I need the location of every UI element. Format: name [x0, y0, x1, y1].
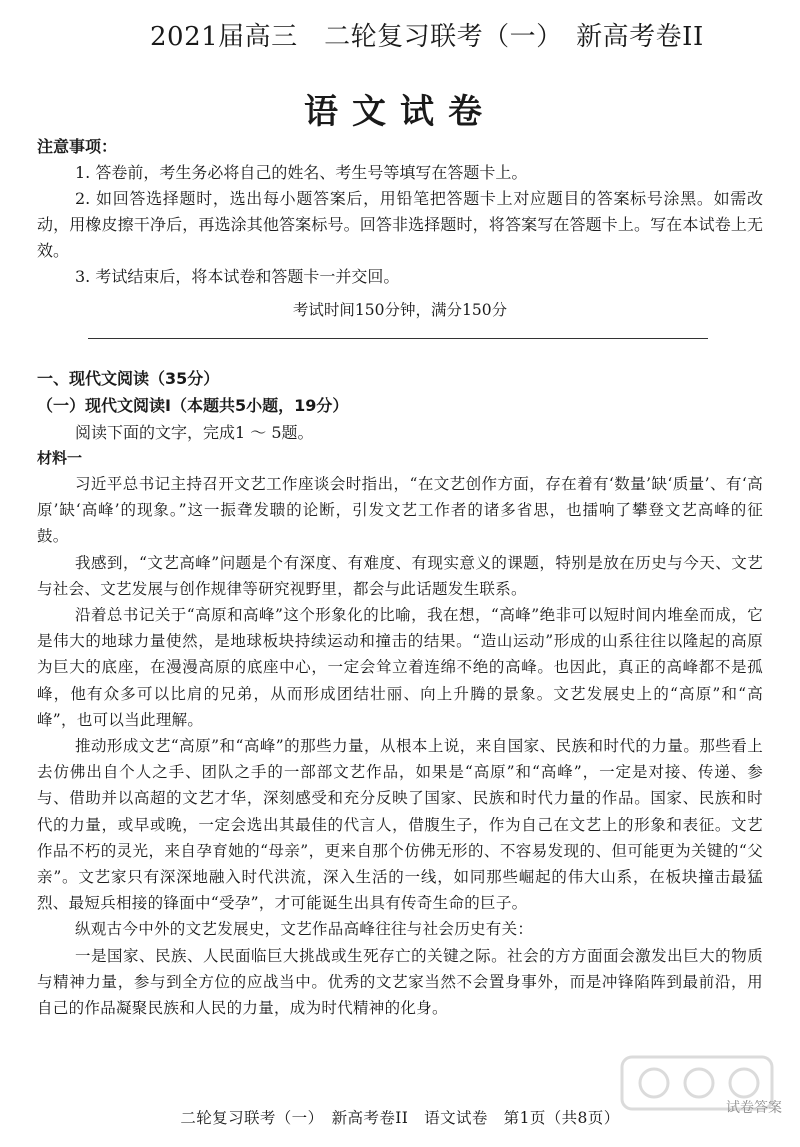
notice-block	[37, 134, 763, 290]
body-paragraph: 一是国家、民族、人民面临巨大挑战或生死存亡的关键之际。社会的方方面面会激发出巨大的物质与精神力量，参与到全方位的应战当中。优秀的文艺家当然不会置身事外，而是冲锋陷阵到最前沿，用自己的作品凝聚民族和人民的力量，成为时代精神的化身。	[37, 946, 763, 1018]
section-instruction: 阅读下面的文字，完成1 ～ 5题。	[75, 423, 314, 442]
divider-line	[88, 338, 708, 339]
exam-header: 2021届高三 二轮复习联考（一） 新高考卷II	[150, 22, 704, 52]
material-heading: 材料一	[37, 449, 83, 467]
reading-section	[37, 365, 763, 1021]
body-paragraph: 推动形成文艺“高原”和“高峰”的那些力量，从根本上说，来自国家、民族和时代的力量。那些看上去仿佛出自个人之手、团队之手的一部部文艺作品，如果是“高原”和“高峰”，一定是对接、传递、参与、借助并以高超的文艺才华，深刻感受和充分反映了国家、民族和时代力量的作品。国家、民族和时代的力量，或早或晚，一定会选出其最佳的代言人，借腹生子，作为自己在文艺上的形象和表征。文艺作品不朽的灵光，来自孕育她的“母亲”，更来自那个仿佛无形的、不容易发现的、但可能更为关键的“父亲”。文艺家只有深深地融入时代洪流，深入生活的一线，如同那些崛起的伟大山系，在板块撞击最猛烈、最短兵相接的锋面中“受孕”，才可能诞生出具有传奇生命的巨子。	[37, 737, 763, 913]
body-paragraph: 沿着总书记关于“高原和高峰”这个形象化的比喻，我在想，“高峰”绝非可以短时间内堆垒而成，它是伟大的地球力量使然，是地球板块持续运动和撞击的结果。“造山运动”形成的山系往往以隆起的高原为巨大的底座，在漫漫高原的底座中心，一定会耸立着连绵不绝的高峰。也因此，真正的高峰都不是孤峰，他有众多可以比肩的兄弟，从而形成团结壮丽、向上升腾的景象。文艺发展史上的“高原”和“高峰”，也可以当此理解。	[37, 606, 763, 729]
subsection-heading: （一）现代文阅读I（本题共5小题，19分）	[37, 396, 349, 415]
body-paragraph: 习近平总书记主持召开文艺工作座谈会时指出，“在文艺创作方面，存在着有‘数量’缺‘质量’、有‘高原’缺‘高峰’的现象。”这一振聋发聩的论断，引发文艺工作者的诸多省思，也擂响了攀登文艺高峰的征鼓。	[37, 475, 763, 546]
page-footer: 二轮复习联考（一） 新高考卷II 语文试卷 第1页（共8页）	[180, 1109, 620, 1127]
section-heading: 一、现代文阅读（35分）	[37, 369, 220, 388]
watermark-text: 试卷答案	[726, 1100, 782, 1116]
notice-title: 注意事项：	[37, 137, 118, 156]
exam-time: 考试时间150分钟，满分150分	[292, 301, 508, 319]
body-paragraph: 我感到，“文艺高峰”问题是个有深度、有难度、有现实意义的课题，特别是放在历史与今天、文艺与社会、文艺发展与创作规律等研究视野里，都会与此话题发生联系。	[37, 553, 763, 598]
notice-item: 3. 考试结束后，将本试卷和答题卡一并交回。	[75, 267, 400, 286]
body-paragraph: 纵观古今中外的文艺发展史，文艺作品高峰往往与社会历史有关：	[75, 920, 534, 939]
paper-title: 语文试卷	[304, 92, 496, 132]
notice-item: 2. 如回答选择题时，选出每小题答案后，用铅笔把答题卡上对应题目的答案标号涂黑。如需改动，用橡皮擦干净后，再选涂其他答案标号。回答非选择题时，将答案写在答题卡上。写在本试卷上无效。	[37, 189, 763, 260]
notice-item: 1. 答卷前，考生务必将自己的姓名、考生号等填写在答题卡上。	[75, 163, 528, 182]
